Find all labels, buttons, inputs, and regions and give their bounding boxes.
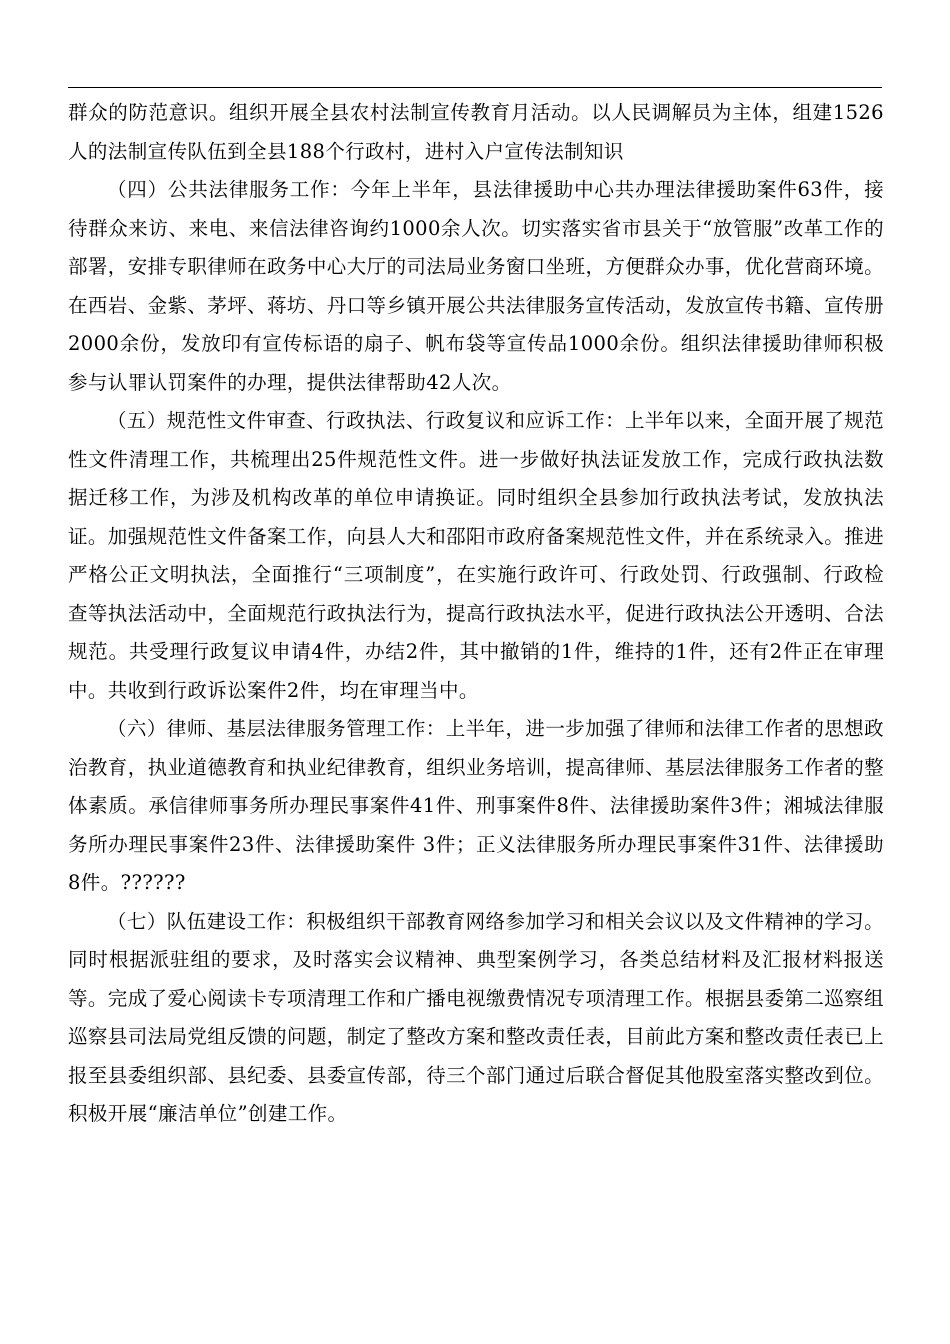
paragraph-public-legal-services: （四）公共法律服务工作：今年上半年，县法律援助中心共办理法律援助案件63件，接待群众来访、来电、来信法律咨询约1000余人次。切实落实省市县关于“放管服”改革工作的部署，安排专职律师在政务中心大厅的司法局业务窗口坐班，方便群众办事，优化营商环境。在西岩、金紫、茅坪、蒋坊、丹口等乡镇开展公共法律服务宣传活动，发放宣传书籍、宣传册2000余份，发放印有宣传标语的扇子、帆布袋等宣传品1000余份。组织法律援助律师积极参与认罪认罚案件的办理，提供法律帮助42人次。 [68,178,884,394]
header-rule [68,87,882,88]
document-body [68,94,884,1134]
paragraph-normative-documents-review: （五）规范性文件审查、行政执法、行政复议和应诉工作：上半年以来，全面开展了规范性文件清理工作，共梳理出25件规范性文件。进一步做好执法证发放工作，完成行政执法数据迁移工作，为涉及机构改革的单位申请换证。同时组织全县参加行政执法考试，发放执法证。加强规范性文件备案工作，向县人大和邵阳市政府备案规范性文件，并在系统录入。推进严格公正文明执法，全面推行“三项制度”，在实施行政许可、行政处罚、行政强制、行政检查等执法活动中，全面规范行政执法行为，提高行政执法水平，促进行政执法公开透明、合法规范。共受理行政复议申请4件，办结2件，其中撤销的1件，维持的1件，还有2件正在审理中。共收到行政诉讼案件2件，均在审理当中。 [68,409,884,702]
paragraph-lawyer-management: （六）律师、基层法律服务管理工作：上半年，进一步加强了律师和法律工作者的思想政治教育，执业道德教育和执业纪律教育，组织业务培训，提高律师、基层法律服务工作者的整体素质。承信律师事务所办理民事案件41件、刑事案件8件、法律援助案件3件；湘城法律服务所办理民事案件23件、法律援助案件 3件；正义法律服务所办理民事案件31件、法律援助8件。?????? [68,717,884,894]
paragraph-continuation: 群众的防范意识。组织开展全县农村法制宣传教育月活动。以人民调解员为主体，组建1526人的法制宣传队伍到全县188个行政村，进村入户宣传法制知识 [68,101,884,163]
paragraph-team-building: （七）队伍建设工作：积极组织干部教育网络参加学习和相关会议以及文件精神的学习。同时根据派驻组的要求，及时落实会议精神、典型案例学习，各类总结材料及汇报材料报送等。完成了爱心阅读卡专项清理工作和广播电视缴费情况专项清理工作。根据县委第二巡察组巡察县司法局党组反馈的问题，制定了整改方案和整改责任表，目前此方案和整改责任表已上报至县委组织部、县纪委、县委宣传部，待三个部门通过后联合督促其他股室落实整改到位。积极开展“廉洁单位”创建工作。 [68,909,884,1125]
